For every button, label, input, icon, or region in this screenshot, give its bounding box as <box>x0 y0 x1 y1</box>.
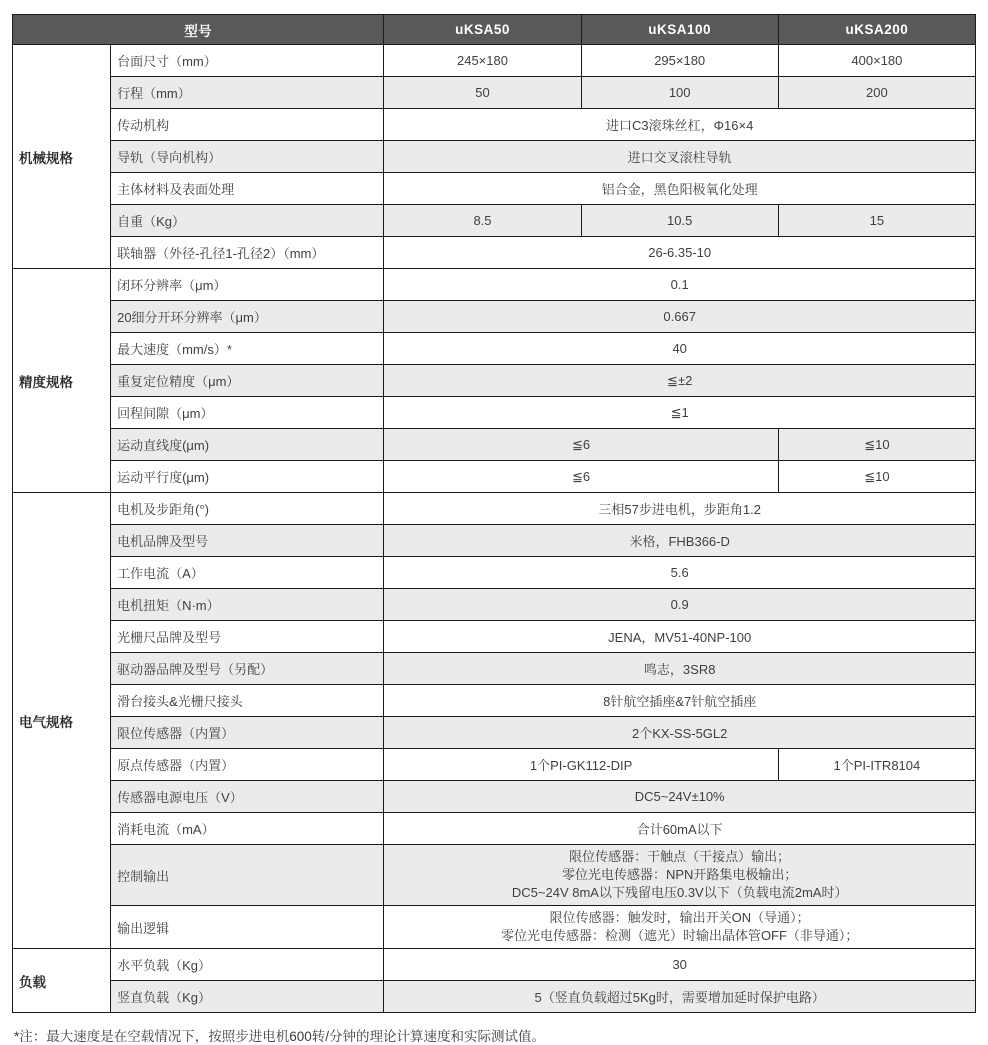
spec-value-cell: 40 <box>384 333 976 365</box>
table-row <box>13 685 976 717</box>
model-header-uksa200: uKSA200 <box>778 15 975 45</box>
spec-value-cell: ≦1 <box>384 397 976 429</box>
spec-name-cell: 传感器电源电压（V） <box>111 781 384 813</box>
spec-name-cell: 控制输出 <box>111 845 384 906</box>
spec-name-cell: 自重（Kg） <box>111 205 384 237</box>
spec-value-line: 零位光电传感器：检测（遮光）时输出晶体管OFF（非导通）； <box>500 928 859 943</box>
table-row <box>13 141 976 173</box>
spec-value-cell: ≦6 <box>384 429 778 461</box>
table-row <box>13 365 976 397</box>
spec-name-cell: 闭环分辨率（μm） <box>111 269 384 301</box>
table-row <box>13 557 976 589</box>
spec-value-cell: 26-6.35-10 <box>384 237 976 269</box>
spec-value-cell: DC5~24V±10% <box>384 781 976 813</box>
table-row <box>13 461 976 493</box>
table-row <box>13 397 976 429</box>
table-row <box>13 333 976 365</box>
model-header-uksa100: uKSA100 <box>581 15 778 45</box>
spec-value-cell: 100 <box>581 77 778 109</box>
table-row <box>13 589 976 621</box>
table-row <box>13 525 976 557</box>
spec-name-cell: 消耗电流（mA） <box>111 813 384 845</box>
spec-value-cell: 245×180 <box>384 45 581 77</box>
spec-value-cell: 15 <box>778 205 975 237</box>
spec-name-cell: 电机品牌及型号 <box>111 525 384 557</box>
spec-value-cell: 8针航空插座&7针航空插座 <box>384 685 976 717</box>
table-row <box>13 301 976 333</box>
spec-value-cell: 米格，FHB366-D <box>384 525 976 557</box>
spec-name-cell: 电机扭矩（N·m） <box>111 589 384 621</box>
spec-name-cell: 工作电流（A） <box>111 557 384 589</box>
table-row <box>13 845 976 906</box>
section-group-label-electrical: 电气规格 <box>13 493 111 949</box>
table-row <box>13 781 976 813</box>
table-row <box>13 269 976 301</box>
spec-value-cell: 0.9 <box>384 589 976 621</box>
spec-value-cell: 进口C3滚珠丝杠，Φ16×4 <box>384 109 976 141</box>
spec-value-cell: 8.5 <box>384 205 581 237</box>
spec-name-cell: 原点传感器（内置） <box>111 749 384 781</box>
spec-value-cell: 5.6 <box>384 557 976 589</box>
spec-value-cell: 5（竖直负载超过5Kg时，需要增加延时保护电路） <box>384 981 976 1013</box>
spec-value-cell: ≦6 <box>384 461 778 493</box>
spec-value-cell: 1个PI-ITR8104 <box>778 749 975 781</box>
spec-value-cell: 1个PI-GK112-DIP <box>384 749 778 781</box>
table-row <box>13 717 976 749</box>
spec-name-cell: 主体材料及表面处理 <box>111 173 384 205</box>
spec-name-cell: 输出逻辑 <box>111 906 384 949</box>
table-row <box>13 205 976 237</box>
spec-value-line: 零位光电传感器：NPN开路集电极输出； <box>561 867 798 882</box>
table-row <box>13 653 976 685</box>
table-row <box>13 749 976 781</box>
spec-name-cell: 重复定位精度（μm） <box>111 365 384 397</box>
spec-value-line: 限位传感器：触发时，输出开关ON（导通）； <box>549 910 810 925</box>
spec-value-cell: 10.5 <box>581 205 778 237</box>
table-row <box>13 237 976 269</box>
spec-name-cell: 驱动器品牌及型号（另配） <box>111 653 384 685</box>
table-row <box>13 45 976 77</box>
spec-name-cell: 运动直线度(μm) <box>111 429 384 461</box>
spec-value-line: DC5~24V 8mA以下残留电压0.3V以下（负载电流2mA时） <box>511 885 848 900</box>
section-group-label-precision: 精度规格 <box>13 269 111 493</box>
spec-name-cell: 光栅尺品牌及型号 <box>111 621 384 653</box>
spec-name-cell: 台面尺寸（mm） <box>111 45 384 77</box>
table-row <box>13 493 976 525</box>
table-row <box>13 109 976 141</box>
model-column-header: 型号 <box>13 15 384 45</box>
section-group-label-load: 负载 <box>13 949 111 1013</box>
table-row <box>13 981 976 1013</box>
spec-value-cell: 铝合金，黑色阳极氧化处理 <box>384 173 976 205</box>
spec-value-cell: 合计60mA以下 <box>384 813 976 845</box>
spec-table <box>12 14 976 1013</box>
spec-name-cell: 竖直负载（Kg） <box>111 981 384 1013</box>
spec-value-cell: 50 <box>384 77 581 109</box>
spec-name-cell: 回程间隙（μm） <box>111 397 384 429</box>
spec-name-cell: 最大速度（mm/s）* <box>111 333 384 365</box>
spec-name-cell: 滑台接头&光栅尺接头 <box>111 685 384 717</box>
spec-name-cell: 20细分开环分辨率（μm） <box>111 301 384 333</box>
model-header-uksa50: uKSA50 <box>384 15 581 45</box>
spec-name-cell: 运动平行度(μm) <box>111 461 384 493</box>
spec-value-cell: 2个KX-SS-5GL2 <box>384 717 976 749</box>
table-row <box>13 949 976 981</box>
spec-name-cell: 水平负载（Kg） <box>111 949 384 981</box>
spec-value-cell <box>384 906 976 949</box>
table-row <box>13 77 976 109</box>
footnote: *注：最大速度是在空载情况下，按照步进电机600转/分钟的理论计算速度和实际测试值。 <box>14 1029 546 1044</box>
spec-name-cell: 传动机构 <box>111 109 384 141</box>
spec-value-cell: 400×180 <box>778 45 975 77</box>
spec-value-cell: 三相57步进电机，步距角1.2 <box>384 493 976 525</box>
spec-name-cell: 行程（mm） <box>111 77 384 109</box>
spec-value-cell: ≦10 <box>778 461 975 493</box>
section-group-label-mechanical: 机械规格 <box>13 45 111 269</box>
table-row <box>13 173 976 205</box>
spec-value-cell: ≦10 <box>778 429 975 461</box>
spec-value-cell: 295×180 <box>581 45 778 77</box>
spec-value-cell <box>384 845 976 906</box>
spec-name-cell: 电机及步距角(°) <box>111 493 384 525</box>
spec-value-cell: ≦±2 <box>384 365 976 397</box>
spec-value-line: 限位传感器：干触点（干接点）输出； <box>569 849 791 864</box>
table-row <box>13 621 976 653</box>
spec-name-cell: 导轨（导向机构） <box>111 141 384 173</box>
spec-value-cell: 鸣志，3SR8 <box>384 653 976 685</box>
spec-value-cell: JENA，MV51-40NP-100 <box>384 621 976 653</box>
spec-value-cell: 0.1 <box>384 269 976 301</box>
table-row <box>13 429 976 461</box>
spec-value-cell: 200 <box>778 77 975 109</box>
table-row <box>13 813 976 845</box>
spec-name-cell: 限位传感器（内置） <box>111 717 384 749</box>
table-row <box>13 906 976 949</box>
spec-value-cell: 0.667 <box>384 301 976 333</box>
spec-value-cell: 30 <box>384 949 976 981</box>
spec-value-cell: 进口交叉滚柱导轨 <box>384 141 976 173</box>
spec-name-cell: 联轴器（外径-孔径1-孔径2）（mm） <box>111 237 384 269</box>
header-row <box>13 15 976 45</box>
